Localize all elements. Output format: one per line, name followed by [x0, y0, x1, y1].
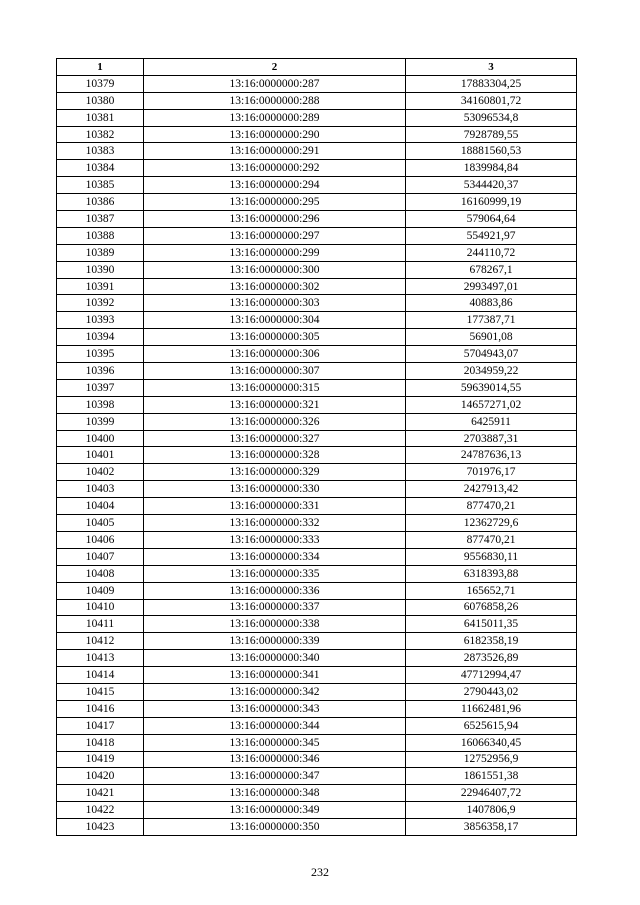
- page-number: 232: [311, 865, 329, 879]
- table-row: [57, 650, 577, 667]
- table-row: [57, 278, 577, 295]
- row-number-cell: 10416: [57, 700, 144, 717]
- table-row: [57, 244, 577, 261]
- cadastral-number-cell: 13:16:0000000:328: [144, 447, 406, 464]
- cadastral-number-cell: 13:16:0000000:288: [144, 92, 406, 109]
- table-row: [57, 751, 577, 768]
- value-cell: 6076858,26: [406, 599, 577, 616]
- table-row: [57, 531, 577, 548]
- row-number-cell: 10420: [57, 768, 144, 785]
- row-number-cell: 10388: [57, 227, 144, 244]
- cadastral-number-cell: 13:16:0000000:347: [144, 768, 406, 785]
- table-row: [57, 379, 577, 396]
- value-cell: 16066340,45: [406, 734, 577, 751]
- cadastral-number-cell: 13:16:0000000:335: [144, 565, 406, 582]
- row-number-cell: 10423: [57, 819, 144, 836]
- cadastral-number-cell: 13:16:0000000:330: [144, 481, 406, 498]
- table-row: [57, 346, 577, 363]
- table-row: [57, 785, 577, 802]
- table-row: [57, 548, 577, 565]
- row-number-cell: 10386: [57, 194, 144, 211]
- value-cell: 18881560,53: [406, 143, 577, 160]
- row-number-cell: 10381: [57, 109, 144, 126]
- cadastral-number-cell: 13:16:0000000:296: [144, 211, 406, 228]
- value-cell: 244110,72: [406, 244, 577, 261]
- cadastral-number-cell: 13:16:0000000:336: [144, 582, 406, 599]
- row-number-cell: 10405: [57, 515, 144, 532]
- cadastral-number-cell: 13:16:0000000:342: [144, 683, 406, 700]
- row-number-cell: 10412: [57, 633, 144, 650]
- table-row: [57, 261, 577, 278]
- row-number-cell: 10404: [57, 498, 144, 515]
- table-row: [57, 109, 577, 126]
- row-number-cell: 10379: [57, 75, 144, 92]
- table-row: [57, 464, 577, 481]
- cadastral-number-cell: 13:16:0000000:289: [144, 109, 406, 126]
- cadastral-number-cell: 13:16:0000000:339: [144, 633, 406, 650]
- table-body: [57, 75, 577, 835]
- table-row: [57, 160, 577, 177]
- column-header-1: 1: [57, 59, 144, 76]
- value-cell: 34160801,72: [406, 92, 577, 109]
- table-row: [57, 582, 577, 599]
- table-row: [57, 211, 577, 228]
- table-row: [57, 329, 577, 346]
- value-cell: 579064,64: [406, 211, 577, 228]
- row-number-cell: 10398: [57, 396, 144, 413]
- cadastral-number-cell: 13:16:0000000:329: [144, 464, 406, 481]
- table-row: [57, 413, 577, 430]
- row-number-cell: 10395: [57, 346, 144, 363]
- table-row: [57, 565, 577, 582]
- row-number-cell: 10396: [57, 363, 144, 380]
- cadastral-number-cell: 13:16:0000000:305: [144, 329, 406, 346]
- value-cell: 11662481,96: [406, 700, 577, 717]
- cadastral-number-cell: 13:16:0000000:315: [144, 379, 406, 396]
- value-cell: 701976,17: [406, 464, 577, 481]
- value-cell: 2034959,22: [406, 363, 577, 380]
- table-row: [57, 498, 577, 515]
- table-row: [57, 194, 577, 211]
- table-row: [57, 683, 577, 700]
- row-number-cell: 10413: [57, 650, 144, 667]
- value-cell: 6318393,88: [406, 565, 577, 582]
- table-header-row: [57, 59, 577, 76]
- value-cell: 1407806,9: [406, 802, 577, 819]
- row-number-cell: 10411: [57, 616, 144, 633]
- value-cell: 12362729,6: [406, 515, 577, 532]
- value-cell: 678267,1: [406, 261, 577, 278]
- value-cell: 6425911: [406, 413, 577, 430]
- column-header-2: 2: [144, 59, 406, 76]
- cadastral-number-cell: 13:16:0000000:304: [144, 312, 406, 329]
- cadastral-number-cell: 13:16:0000000:321: [144, 396, 406, 413]
- value-cell: 5344420,37: [406, 177, 577, 194]
- cadastral-number-cell: 13:16:0000000:299: [144, 244, 406, 261]
- cadastral-number-cell: 13:16:0000000:332: [144, 515, 406, 532]
- row-number-cell: 10419: [57, 751, 144, 768]
- table-row: [57, 447, 577, 464]
- row-number-cell: 10417: [57, 717, 144, 734]
- table-row: [57, 515, 577, 532]
- value-cell: 177387,71: [406, 312, 577, 329]
- value-cell: 554921,97: [406, 227, 577, 244]
- table-row: [57, 768, 577, 785]
- table-row: [57, 734, 577, 751]
- row-number-cell: 10408: [57, 565, 144, 582]
- row-number-cell: 10384: [57, 160, 144, 177]
- cadastral-number-cell: 13:16:0000000:337: [144, 599, 406, 616]
- row-number-cell: 10421: [57, 785, 144, 802]
- value-cell: 5704943,07: [406, 346, 577, 363]
- value-cell: 24787636,13: [406, 447, 577, 464]
- row-number-cell: 10389: [57, 244, 144, 261]
- row-number-cell: 10391: [57, 278, 144, 295]
- value-cell: 22946407,72: [406, 785, 577, 802]
- cadastral-number-cell: 13:16:0000000:348: [144, 785, 406, 802]
- table-row: [57, 363, 577, 380]
- value-cell: 56901,08: [406, 329, 577, 346]
- cadastral-number-cell: 13:16:0000000:343: [144, 700, 406, 717]
- cadastral-number-cell: 13:16:0000000:292: [144, 160, 406, 177]
- value-cell: 6525615,94: [406, 717, 577, 734]
- table-row: [57, 717, 577, 734]
- value-cell: 2873526,89: [406, 650, 577, 667]
- cadastral-number-cell: 13:16:0000000:326: [144, 413, 406, 430]
- cadastral-number-cell: 13:16:0000000:334: [144, 548, 406, 565]
- table-row: [57, 396, 577, 413]
- row-number-cell: 10410: [57, 599, 144, 616]
- row-number-cell: 10392: [57, 295, 144, 312]
- row-number-cell: 10400: [57, 430, 144, 447]
- table-row: [57, 312, 577, 329]
- table-row: [57, 92, 577, 109]
- table-row: [57, 481, 577, 498]
- value-cell: 3856358,17: [406, 819, 577, 836]
- cadastral-number-cell: 13:16:0000000:346: [144, 751, 406, 768]
- value-cell: 2790443,02: [406, 683, 577, 700]
- table-row: [57, 75, 577, 92]
- value-cell: 1839984,84: [406, 160, 577, 177]
- cadastral-number-cell: 13:16:0000000:294: [144, 177, 406, 194]
- row-number-cell: 10387: [57, 211, 144, 228]
- cadastral-number-cell: 13:16:0000000:302: [144, 278, 406, 295]
- cadastral-number-cell: 13:16:0000000:287: [144, 75, 406, 92]
- row-number-cell: 10407: [57, 548, 144, 565]
- value-cell: 165652,71: [406, 582, 577, 599]
- row-number-cell: 10401: [57, 447, 144, 464]
- table-row: [57, 143, 577, 160]
- cadastral-number-cell: 13:16:0000000:344: [144, 717, 406, 734]
- row-number-cell: 10403: [57, 481, 144, 498]
- cadastral-number-cell: 13:16:0000000:341: [144, 667, 406, 684]
- value-cell: 59639014,55: [406, 379, 577, 396]
- value-cell: 1861551,38: [406, 768, 577, 785]
- row-number-cell: 10409: [57, 582, 144, 599]
- row-number-cell: 10380: [57, 92, 144, 109]
- table-row: [57, 802, 577, 819]
- cadastral-number-cell: 13:16:0000000:291: [144, 143, 406, 160]
- value-cell: 6182358,19: [406, 633, 577, 650]
- cadastral-number-cell: 13:16:0000000:300: [144, 261, 406, 278]
- table-row: [57, 667, 577, 684]
- row-number-cell: 10397: [57, 379, 144, 396]
- table-row: [57, 126, 577, 143]
- table-row: [57, 616, 577, 633]
- cadastral-number-cell: 13:16:0000000:349: [144, 802, 406, 819]
- row-number-cell: 10382: [57, 126, 144, 143]
- data-table: [56, 58, 577, 836]
- cadastral-number-cell: 13:16:0000000:345: [144, 734, 406, 751]
- cadastral-number-cell: 13:16:0000000:306: [144, 346, 406, 363]
- table-row: [57, 819, 577, 836]
- table-row: [57, 177, 577, 194]
- value-cell: 12752956,9: [406, 751, 577, 768]
- value-cell: 9556830,11: [406, 548, 577, 565]
- value-cell: 53096534,8: [406, 109, 577, 126]
- row-number-cell: 10399: [57, 413, 144, 430]
- cadastral-number-cell: 13:16:0000000:297: [144, 227, 406, 244]
- value-cell: 40883,86: [406, 295, 577, 312]
- row-number-cell: 10402: [57, 464, 144, 481]
- value-cell: 14657271,02: [406, 396, 577, 413]
- cadastral-number-cell: 13:16:0000000:303: [144, 295, 406, 312]
- cadastral-number-cell: 13:16:0000000:333: [144, 531, 406, 548]
- value-cell: 2703887,31: [406, 430, 577, 447]
- row-number-cell: 10385: [57, 177, 144, 194]
- cadastral-number-cell: 13:16:0000000:331: [144, 498, 406, 515]
- cadastral-number-cell: 13:16:0000000:340: [144, 650, 406, 667]
- value-cell: 17883304,25: [406, 75, 577, 92]
- value-cell: 16160999,19: [406, 194, 577, 211]
- value-cell: 877470,21: [406, 498, 577, 515]
- column-header-3: 3: [406, 59, 577, 76]
- row-number-cell: 10390: [57, 261, 144, 278]
- value-cell: 2993497,01: [406, 278, 577, 295]
- row-number-cell: 10406: [57, 531, 144, 548]
- cadastral-number-cell: 13:16:0000000:350: [144, 819, 406, 836]
- row-number-cell: 10383: [57, 143, 144, 160]
- table-row: [57, 227, 577, 244]
- cadastral-number-cell: 13:16:0000000:290: [144, 126, 406, 143]
- value-cell: 47712994,47: [406, 667, 577, 684]
- row-number-cell: 10418: [57, 734, 144, 751]
- value-cell: 6415011,35: [406, 616, 577, 633]
- row-number-cell: 10415: [57, 683, 144, 700]
- value-cell: 2427913,42: [406, 481, 577, 498]
- table-row: [57, 430, 577, 447]
- row-number-cell: 10422: [57, 802, 144, 819]
- cadastral-number-cell: 13:16:0000000:295: [144, 194, 406, 211]
- table-row: [57, 599, 577, 616]
- row-number-cell: 10394: [57, 329, 144, 346]
- row-number-cell: 10393: [57, 312, 144, 329]
- table-row: [57, 295, 577, 312]
- value-cell: 7928789,55: [406, 126, 577, 143]
- cadastral-number-cell: 13:16:0000000:327: [144, 430, 406, 447]
- cadastral-number-cell: 13:16:0000000:338: [144, 616, 406, 633]
- table-row: [57, 633, 577, 650]
- table-row: [57, 700, 577, 717]
- cadastral-number-cell: 13:16:0000000:307: [144, 363, 406, 380]
- row-number-cell: 10414: [57, 667, 144, 684]
- value-cell: 877470,21: [406, 531, 577, 548]
